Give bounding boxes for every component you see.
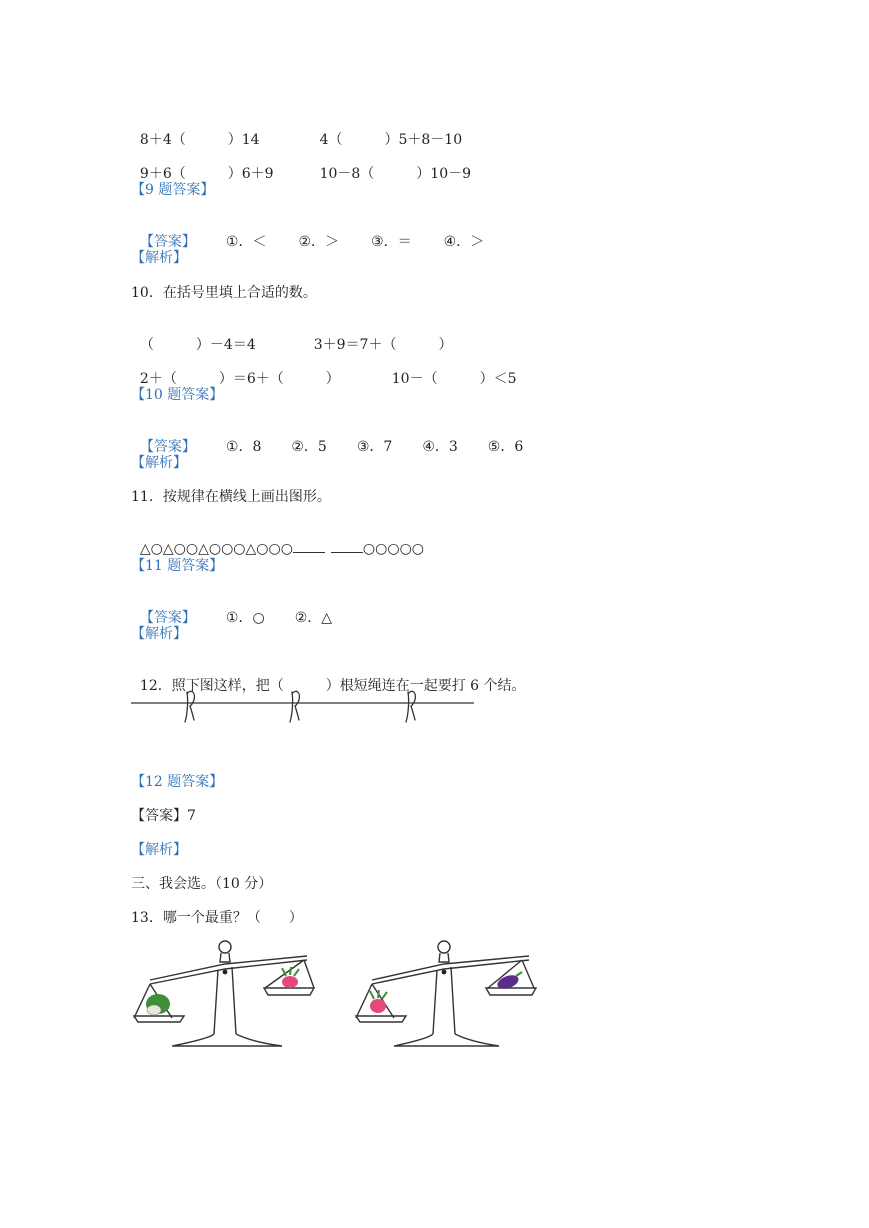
q9-analysis: 【解析】 xyxy=(131,250,187,266)
q10-analysis: 【解析】 xyxy=(131,455,187,471)
answer-item: ②．5 xyxy=(291,439,327,455)
answer-blank xyxy=(293,540,325,553)
scale-post xyxy=(214,967,236,1034)
balance-scale-2 xyxy=(354,938,554,1050)
q11-analysis: 【解析】 xyxy=(131,626,187,642)
expr: ）－4＝4 xyxy=(195,337,256,353)
q11-pattern xyxy=(131,522,424,558)
answer-item: ①．○ xyxy=(225,610,265,626)
expr: ）6＋9 xyxy=(227,166,274,182)
expr: 8＋4（ xyxy=(139,132,186,148)
scale-base xyxy=(172,1034,282,1046)
expr: 10－（ xyxy=(391,371,438,387)
question-text: 12．照下图这样，把（ xyxy=(139,678,284,694)
q11-question: 11．按规律在横线上画出图形。 xyxy=(131,489,331,505)
knot-icon xyxy=(290,691,299,722)
expr: 3＋9＝7＋（ xyxy=(313,337,397,353)
expr: （ xyxy=(139,337,154,353)
q10-heading: 【10 题答案】 xyxy=(131,387,224,403)
right-pan xyxy=(264,988,314,995)
expr: ）5＋8－10 xyxy=(384,132,463,148)
q10-row-1 xyxy=(131,318,452,354)
scale-neck xyxy=(220,953,230,962)
expr: ）＜5 xyxy=(479,371,517,387)
q11-heading: 【11 题答案】 xyxy=(131,558,224,574)
q9-answer-row xyxy=(131,215,484,251)
balance-scale-1 xyxy=(132,938,332,1050)
answer-item: ①．＜ xyxy=(225,234,267,250)
radish-icon xyxy=(370,990,387,1013)
cabbage-icon xyxy=(146,994,170,1015)
answer-item: ⑤．6 xyxy=(487,439,524,455)
expr: ）14 xyxy=(227,132,260,148)
q12-answer: 【答案】7 xyxy=(131,808,196,824)
rope-knots-figure xyxy=(130,688,480,728)
left-pan xyxy=(356,1016,406,1022)
q12-analysis: 【解析】 xyxy=(131,842,187,858)
scale-post xyxy=(433,967,455,1034)
answer-tag: 【答案】 xyxy=(139,439,196,455)
answer-item: ③．＝ xyxy=(371,234,412,250)
expr: 9＋6（ xyxy=(139,166,186,182)
q10-row-2 xyxy=(131,352,517,388)
answer-blank xyxy=(331,540,363,553)
q11-answer-row xyxy=(131,591,332,627)
left-pan xyxy=(134,1016,184,1022)
expr: 10－8（ xyxy=(319,166,375,182)
expr: 4（ xyxy=(319,132,343,148)
expr: 2＋（ xyxy=(139,371,177,387)
q8-row-1 xyxy=(131,113,462,149)
q13-question: 13．哪一个最重？（ ） xyxy=(131,910,303,926)
knot-icon xyxy=(406,691,415,722)
scale-neck xyxy=(439,953,449,962)
answer-item: ②．＞ xyxy=(298,234,340,250)
scale-knob xyxy=(219,941,231,953)
q12-heading: 【12 题答案】 xyxy=(131,774,224,790)
answer-item: ③．7 xyxy=(356,439,393,455)
answer-item: ④．＞ xyxy=(443,234,485,250)
q10-answer-row xyxy=(131,420,523,456)
shape-sequence: △○△○○△○○○△○○○ xyxy=(139,541,293,557)
right-pan xyxy=(486,988,536,995)
answer-tag: 【答案】 xyxy=(139,234,196,250)
section-heading: 三、我会选。（10 分） xyxy=(131,876,273,892)
pivot-dot xyxy=(442,970,447,975)
answer-item: ④．3 xyxy=(422,439,458,455)
expr: ） xyxy=(438,337,453,353)
q8-row-2 xyxy=(131,147,471,183)
expr: ）10－9 xyxy=(416,166,472,182)
question-text: ）根短绳连在一起要打 6 个结。 xyxy=(325,678,526,694)
q9-heading: 【9 题答案】 xyxy=(131,182,215,198)
shape-sequence: ○○○○○ xyxy=(362,541,425,557)
scale-knob xyxy=(438,941,450,953)
expr: ） xyxy=(325,371,340,387)
answer-item: ①．8 xyxy=(225,439,262,455)
expr: ）＝6＋（ xyxy=(218,371,284,387)
q10-question: 10．在括号里填上合适的数。 xyxy=(131,285,317,301)
radish-icon xyxy=(282,967,299,988)
answer-item: ②．△ xyxy=(294,610,333,626)
scale-base xyxy=(394,1034,499,1046)
knot-icon xyxy=(185,691,194,722)
pivot-dot xyxy=(223,970,228,975)
answer-tag: 【答案】 xyxy=(139,610,196,626)
